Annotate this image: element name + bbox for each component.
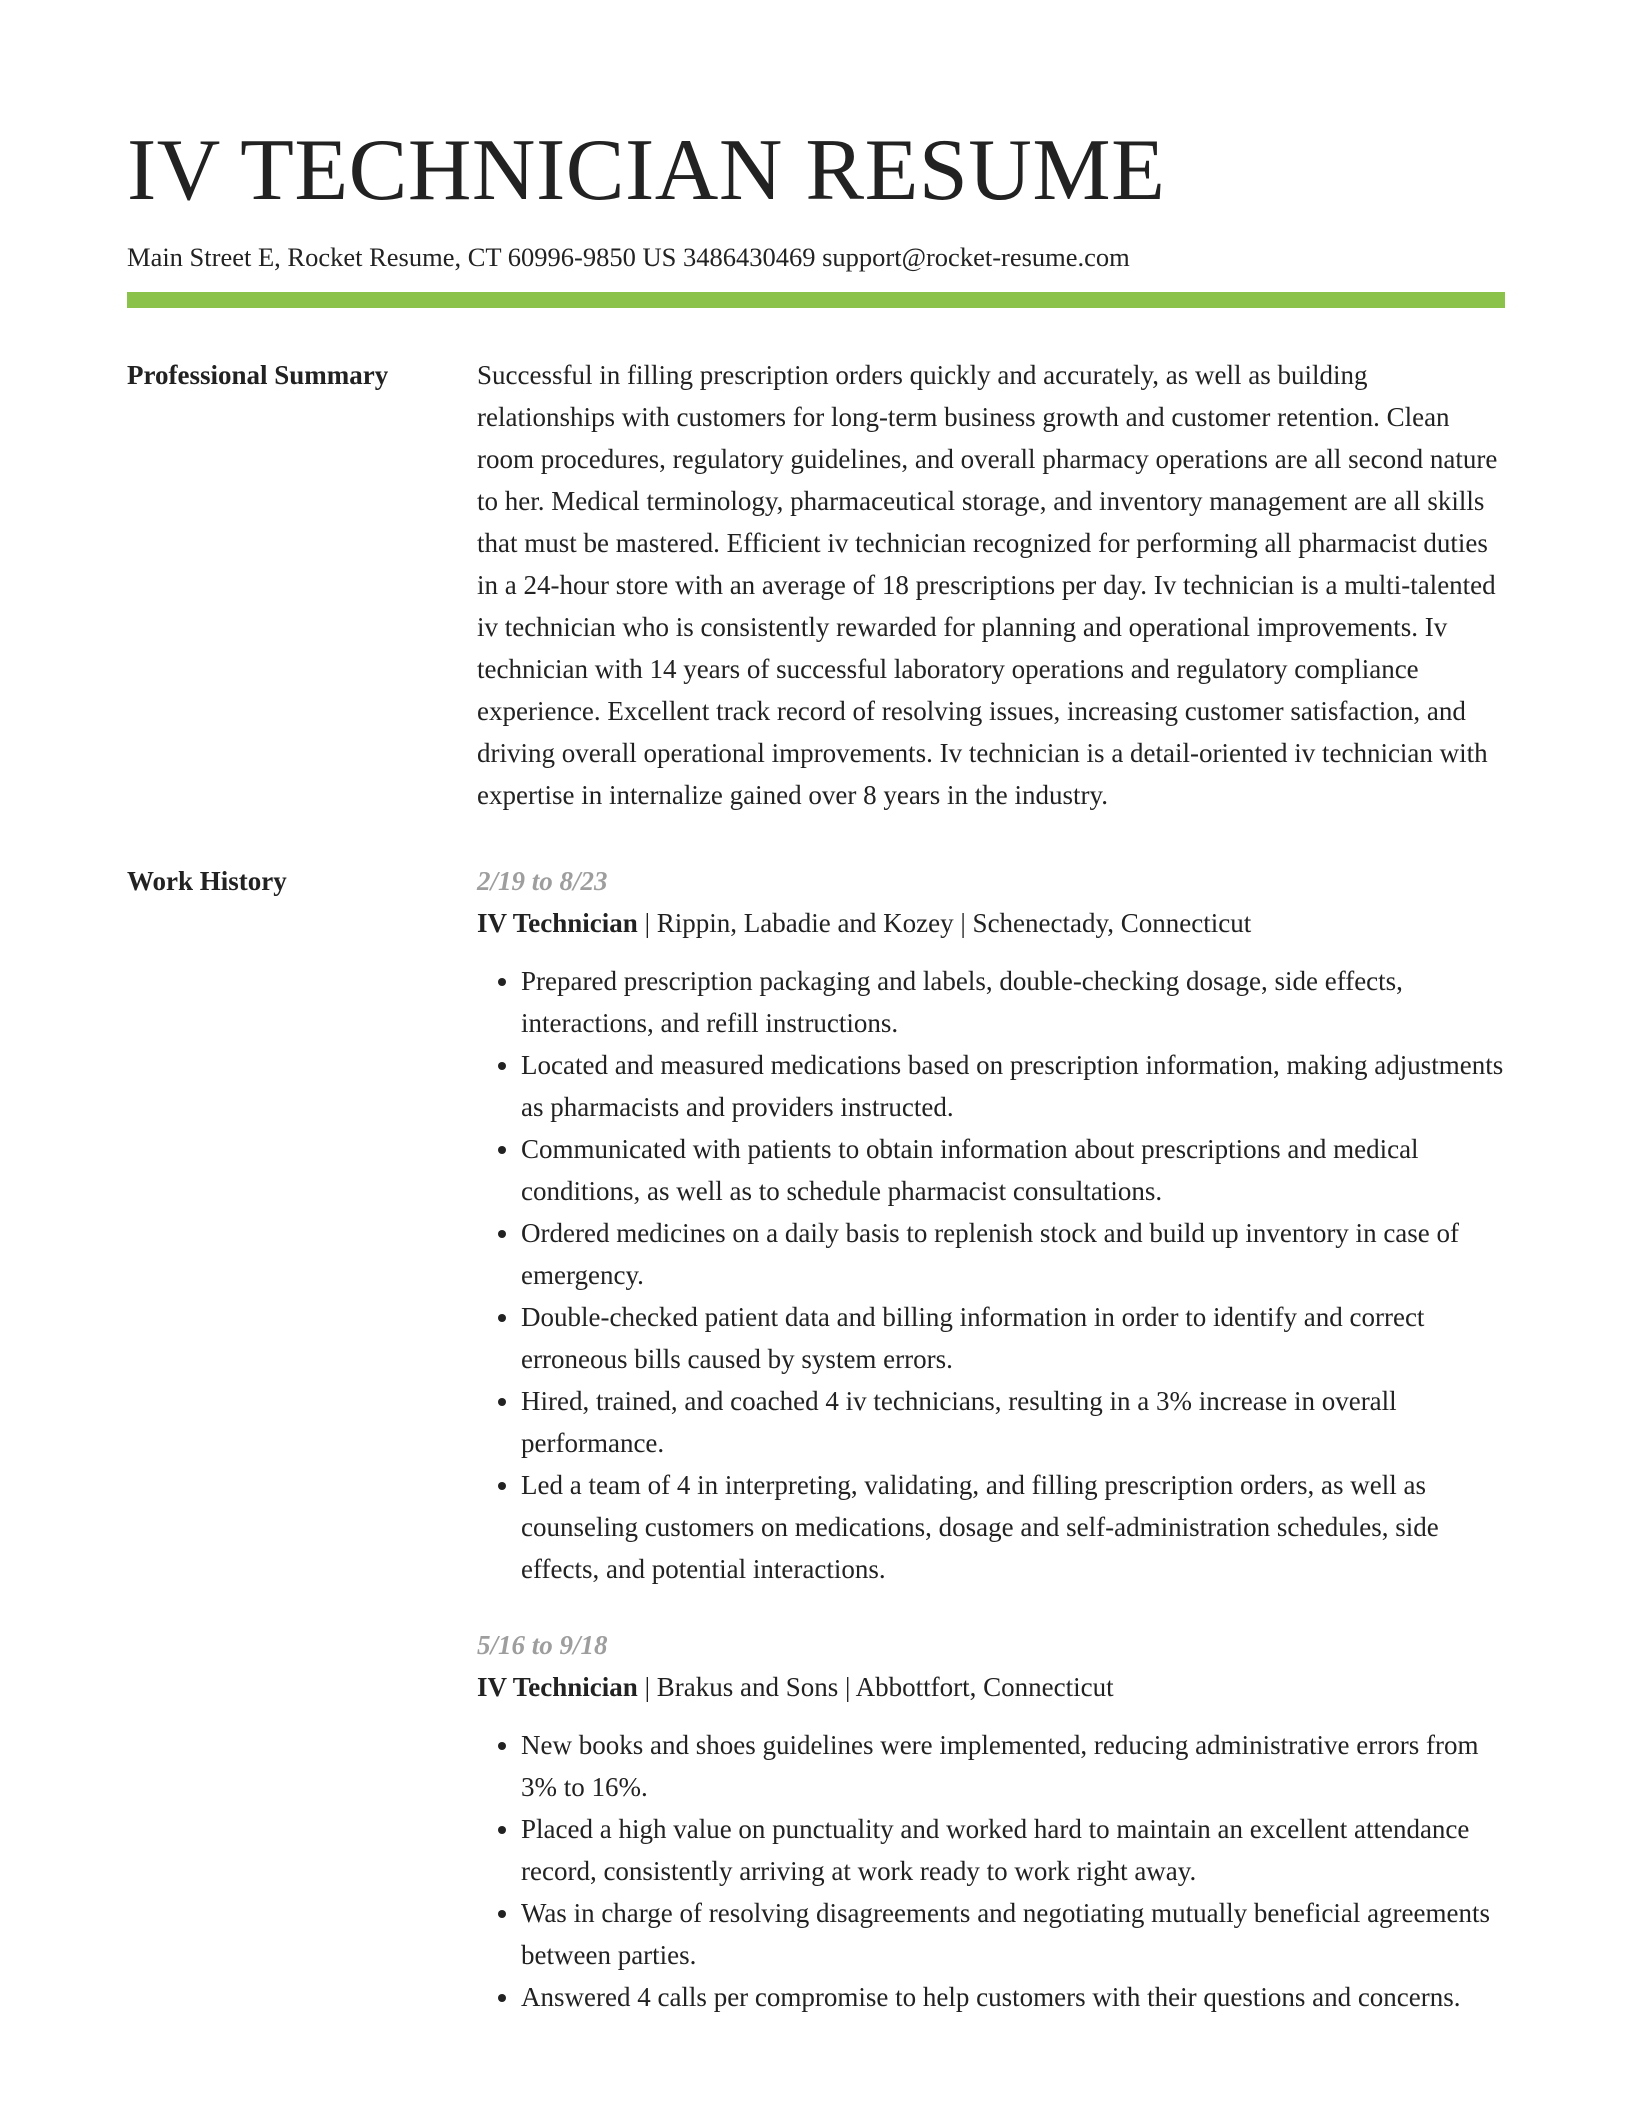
job-details: | Rippin, Labadie and Kozey | Schenectady, Connecticut bbox=[637, 908, 1252, 938]
contact-info: Main Street E, Rocket Resume, CT 60996-9850 US 3486430469 support@rocket-resume.com bbox=[127, 242, 1130, 272]
work-body bbox=[477, 860, 1505, 2018]
bullet-item: • Ordered medicines on a daily basis to replenish stock and build up inventory in case of emergency. bbox=[521, 1212, 1505, 1296]
job-dates: 5/16 to 9/18 bbox=[477, 1630, 608, 1660]
job-title-line bbox=[477, 1666, 1505, 1708]
work-history-section bbox=[127, 860, 1505, 2018]
job-details: | Brakus and Sons | Abbottfort, Connecticut bbox=[637, 1672, 1114, 1702]
section-label-work: Work History bbox=[127, 866, 287, 896]
professional-summary-section bbox=[127, 354, 1505, 816]
summary-text: Successful in filling prescription orders quickly and accurately, as well as building relationships with customers for long-term business growth and customer retention. Clean room procedures, regulatory guidelines, and overall pharmacy operations are all second nature to her. Medical terminology, pharmaceutical storage, and inventory management are all skills that must be mastered. Efficient iv technician recognized for performing all pharmacist duties in a 24-hour store with an average of 18 prescriptions per day. Iv technician is a multi-talented iv technician who is consistently rewarded for planning and operational improvements. Iv technician with 14 years of successful laboratory operations and regulatory compliance experience. Excellent track record of resolving issues, increasing customer satisfaction, and driving overall operational improvements. Iv technician is a detail-oriented iv technician with expertise in internalize gained over 8 years in the industry. bbox=[477, 360, 1498, 810]
bullet-item: • Answered 4 calls per compromise to help customers with their questions and concerns. bbox=[521, 1976, 1505, 2018]
job-bullets bbox=[477, 1724, 1505, 2018]
job-entry bbox=[477, 1624, 1505, 2018]
bullet-item: • Placed a high value on punctuality and worked hard to maintain an excellent attendance record, consistently arriving at work ready to work right away. bbox=[521, 1808, 1505, 1892]
summary-body bbox=[477, 354, 1505, 816]
bullet-item: • Led a team of 4 in interpreting, validating, and filling prescription orders, as well as counseling customers on medications, dosage and self-administration schedules, side effects, and potential interactions. bbox=[521, 1464, 1505, 1590]
job-title: IV Technician bbox=[477, 1672, 638, 1702]
bullet-item: • Was in charge of resolving disagreements and negotiating mutually beneficial agreements between parties. bbox=[521, 1892, 1505, 1976]
header-divider bbox=[127, 292, 1505, 308]
job-dates: 2/19 to 8/23 bbox=[477, 866, 608, 896]
bullet-item: • Prepared prescription packaging and labels, double-checking dosage, side effects, interactions, and refill instructions. bbox=[521, 960, 1505, 1044]
bullet-item: • Communicated with patients to obtain information about prescriptions and medical conditions, as well as to schedule pharmacist consultations. bbox=[521, 1128, 1505, 1212]
bullet-item: • Located and measured medications based on prescription information, making adjustments as pharmacists and providers instructed. bbox=[521, 1044, 1505, 1128]
job-entry bbox=[477, 860, 1505, 1590]
section-label-summary: Professional Summary bbox=[127, 360, 389, 390]
job-title: IV Technician bbox=[477, 908, 638, 938]
bullet-item: • New books and shoes guidelines were implemented, reducing administrative errors from 3% to 16%. bbox=[521, 1724, 1505, 1808]
job-bullets bbox=[477, 960, 1505, 1590]
resume-title: IV TECHNICIAN RESUME bbox=[127, 122, 1166, 219]
bullet-item: • Hired, trained, and coached 4 iv technicians, resulting in a 3% increase in overall performance. bbox=[521, 1380, 1505, 1464]
job-title-line bbox=[477, 902, 1505, 944]
bullet-item: • Double-checked patient data and billing information in order to identify and correct erroneous bills caused by system errors. bbox=[521, 1296, 1505, 1380]
